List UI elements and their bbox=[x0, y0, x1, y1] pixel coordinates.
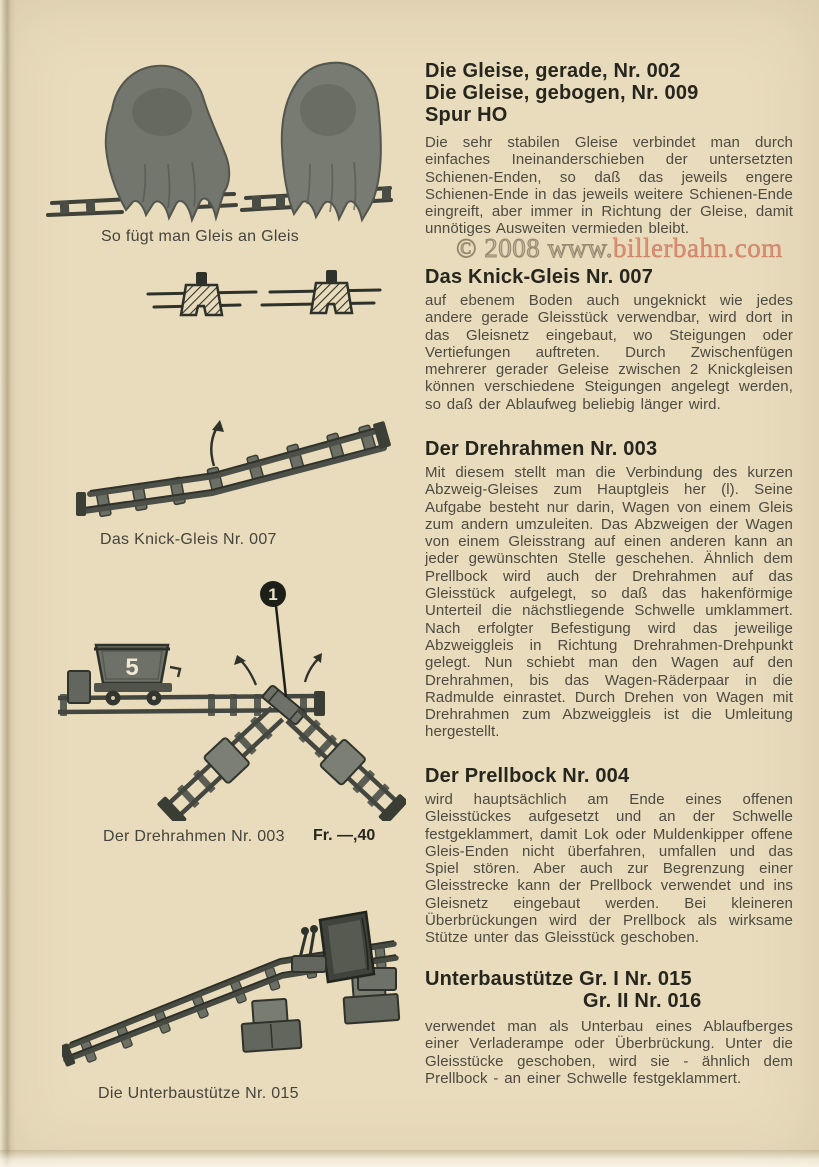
section-heading-line: Unterbaustütze Gr. I Nr. 015 bbox=[425, 968, 692, 990]
figure-caption: So fügt man Gleis an Gleis bbox=[100, 228, 300, 245]
figure-knick-gleis bbox=[62, 408, 398, 528]
section-heading-line: Der Prellbock Nr. 004 bbox=[425, 765, 630, 787]
right-hand bbox=[282, 63, 381, 220]
wagon-number: 5 bbox=[125, 654, 139, 681]
section-heading-line: Spur HO bbox=[425, 104, 508, 126]
section-heading-line: Die Gleise, gerade, Nr. 002 bbox=[425, 60, 681, 82]
figure-unterbaustuetze bbox=[62, 898, 408, 1078]
section-body: Mit diesem stellt man die Verbindung des kurzen Abzweig-Gleises zum Hauptgleis her (l). Seine Aufgabe besteht nur darin, Wagen von einem Gleis zum andern umzuleiten. Das Abzweigen der Wagen von einem Gleisstrang auf einen anderen kann an jeder gewünschten Stelle geschehen. Ähnlich dem Prellbock wird auch der Drehrahmen auf das Gleisstück aufgelegt, so daß das hakenförmige Unterteil die nächstliegende Schwelle umklammert. Nach erfolgter Befestigung wird das jeweilige Abzweiggleis in Richtung Drehrahmen-Drehpunkt gelegt. Nun schiebt man den Wagen auf den Drehrahmen, bis das Wagen-Räderpaar in die Radmulde einrastet. Durch Drehen von Wagen mit Drehrahmen zum Abzweiggleis ist die Umleitung hergestellt. bbox=[425, 464, 793, 741]
section-gleise bbox=[425, 60, 698, 126]
figure-caption: Der Drehrahmen Nr. 003 bbox=[103, 828, 285, 845]
bend-arrow-icon bbox=[211, 420, 224, 466]
section-body: Die sehr stabilen Gleise verbindet man durch einfaches Ineinanderschieben der untersetzten Schienen-Enden, so daß das jeweils engere Schienen-Ende in das jeweils weitere Schienen-Ende eingreift, aber immer in Richtung der Gleise, damit unnötiges Ausweiten vermieden bleibt. bbox=[425, 134, 793, 238]
section-heading-line: Der Drehrahmen Nr. 003 bbox=[425, 438, 658, 460]
page-bottom-edge bbox=[0, 1150, 819, 1167]
section-prellbock bbox=[425, 765, 629, 787]
callout-number: 1 bbox=[268, 585, 278, 604]
rotate-arrows bbox=[239, 658, 319, 685]
left-hand bbox=[106, 66, 229, 220]
section-drehrahmen bbox=[425, 438, 657, 460]
figure-rail-joint-profile bbox=[140, 270, 392, 332]
support-block bbox=[240, 998, 301, 1052]
section-heading-line: Die Gleise, gebogen, Nr. 009 bbox=[425, 82, 699, 104]
page-left-edge bbox=[0, 0, 16, 1167]
section-heading-line: Gr. II Nr. 016 bbox=[583, 990, 702, 1012]
rail-clamp bbox=[181, 272, 222, 315]
section-body: wird hauptsächlich am Ende eines offenen Gleisstückes aufgesetzt und an der Schwelle festgeklammert, damit Lok oder Muldenkipper offene Gleis-Enden nicht überfahren, umfallen und das Spiel stören. Aber auch zur Begrenzung einer Gleisstrecke kann der Prellbock verwendet und ins Gleisnetz eingebaut werden. Bei kleineren Überbrückungen wird der Prellbock als wirksame Stütze unter das Gleisstück geschoben. bbox=[425, 791, 793, 947]
rail-clamp bbox=[311, 270, 352, 313]
section-unterbaustuetze bbox=[425, 968, 701, 1012]
section-heading-line: Das Knick-Gleis Nr. 007 bbox=[425, 266, 654, 288]
figure-caption: Das Knick-Gleis Nr. 007 bbox=[100, 531, 277, 548]
callout-1 bbox=[260, 581, 286, 697]
figure-drehrahmen bbox=[58, 565, 406, 821]
section-body: auf ebenem Boden auch ungeknickt wie jedes andere gerade Gleisstück verwendbar, wird dort in das Gleisnetz eingebaut, wo Steigungen oder Vertiefungen auftreten. Durch Zwischenfügen mehrerer gerader Geleise zwischen 2 Knickgleisen können verschiedene Steigungen angelegt werden, so daß der Ablaufweg beliebig länger wird. bbox=[425, 292, 793, 413]
price-label: Fr. —,40 bbox=[313, 827, 376, 844]
drehrahmen-frame bbox=[262, 685, 306, 726]
watermark-prefix: © 2008 www. bbox=[456, 233, 614, 263]
watermark-domain: billerbahn.com bbox=[613, 233, 783, 263]
section-knick-gleis bbox=[425, 266, 653, 288]
figure-caption: Die Unterbaustütze Nr. 015 bbox=[98, 1085, 299, 1102]
figure-hands-joining-track bbox=[42, 52, 394, 232]
section-body: verwendet man als Unterbau eines Ablaufberges einer Verladerampe oder Überbrückung. Unter die Gleisstücke geschoben, wird sie - ähnlich dem Prellbock - an einer Schwelle festgeklammert. bbox=[425, 1018, 793, 1087]
branch-track-left bbox=[155, 700, 289, 821]
